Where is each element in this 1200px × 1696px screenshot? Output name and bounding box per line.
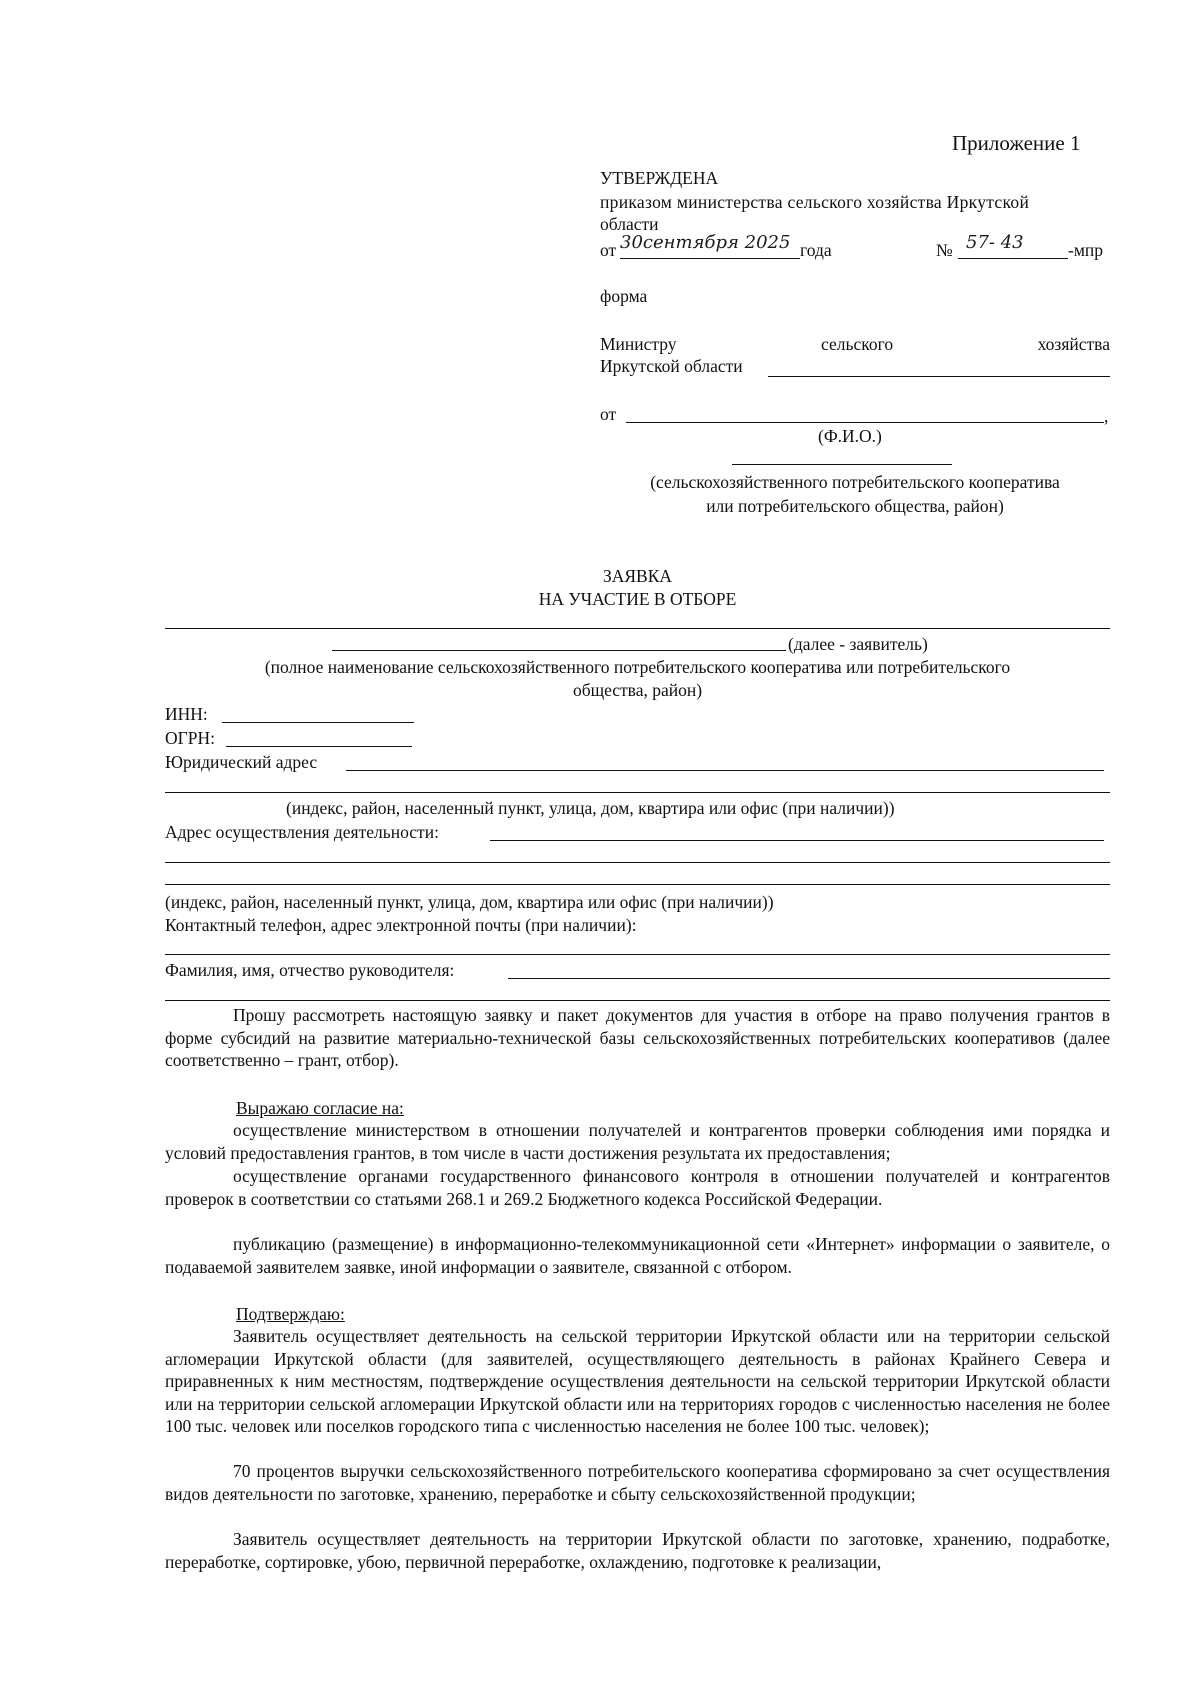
addressee-word-1: Министру (600, 334, 677, 354)
confirm-heading: Подтверждаю: (236, 1304, 345, 1324)
order-line-2: области (600, 214, 659, 234)
date-prefix: от (600, 240, 617, 260)
from-label: от (600, 404, 617, 424)
number-prefix: № (936, 240, 953, 260)
addressee-word-2: сельского (821, 334, 894, 354)
fullname-note-1: (полное наименование сельскохозяйственного потребительского кооператива или потребительского (264, 657, 1011, 677)
confirm-item-3: Заявитель осуществляет деятельность на территории Иркутской области по заготовке, хранению, подработке, переработке, сортировке, убою, первичной переработке, охлаждению, подготовке к реализации, (165, 1529, 1110, 1572)
legal-address-label: Юридический адрес (165, 752, 318, 772)
inn-label: ИНН: (165, 704, 208, 724)
head-name-line-1 (508, 978, 1110, 979)
head-name-label: Фамилия, имя, отчество руководителя: (165, 960, 455, 980)
date-underline (620, 258, 800, 259)
activity-address-line-3 (165, 884, 1110, 885)
number-handwritten: 57- 43 (966, 232, 1024, 253)
from-comma: , (1104, 406, 1109, 426)
number-suffix: -мпр (1068, 240, 1104, 260)
coop-note-2: или потребительского общества, район) (706, 496, 1004, 516)
ogrn-label: ОГРН: (165, 728, 215, 748)
approved-label: УТВЕРЖДЕНА (600, 168, 719, 188)
activity-address-line-2 (165, 862, 1110, 863)
address-note-2: (индекс, район, населенный пункт, улица, дом, квартира или офис (при наличии)) (165, 892, 774, 912)
address-note-1: (индекс, район, населенный пункт, улица, дом, квартира или офис (при наличии)) (286, 798, 895, 818)
fio-note: (Ф.И.О.) (818, 426, 882, 446)
legal-address-line-1 (346, 770, 1104, 771)
order-line-1-text: приказом министерства сельского хозяйства Иркутской (600, 192, 1030, 212)
date-suffix: года (800, 240, 832, 260)
addressee-region: Иркутской области (600, 356, 743, 376)
applicant-name-line-2 (332, 650, 786, 651)
addressee-line-1 (600, 332, 1110, 356)
coop-note-1: (сельскохозяйственного потребительского кооператива (650, 472, 1060, 492)
legal-address-line-2 (165, 792, 1110, 793)
applicant-name-line-1 (165, 628, 1110, 629)
fullname-note-2: общества, район) (572, 680, 703, 700)
confirm-item-1: Заявитель осуществляет деятельность на сельской территории Иркутской области или на территории сельской агломерации Иркутской области (для заявителей, осуществляющего деятельность в районах Крайнего Севера и приравненных к ним местностям, подтверждение осуществления деятельности на сельской территории Иркутской области или на территории сельской агломерации Иркутской области или на территориях городов с численностью населения не более 100 тыс. человек или поселков городского типа с численностью населения не более 100 тыс. человек); (165, 1326, 1110, 1437)
number-underline (958, 258, 1068, 259)
consent-item-3: публикацию (размещение) в информационно-телекоммуникационной сети «Интернет» информации о заявителе, о подаваемой заявителем заявке, иной информации о заявителе, связанной с отбором. (165, 1234, 1110, 1277)
title-line-1: ЗАЯВКА (602, 566, 673, 586)
form-label: форма (600, 286, 648, 306)
head-name-line-2 (165, 1000, 1110, 1001)
addressee-region-line (768, 376, 1110, 377)
order-line-1 (600, 190, 1110, 214)
hereinafter-note: (далее - заявитель) (788, 634, 928, 654)
inn-field-line (222, 722, 414, 723)
ogrn-field-line (226, 746, 412, 747)
date-handwritten: 30сентября 2025 (620, 232, 791, 253)
activity-address-label: Адрес осуществления деятельности: (165, 822, 439, 842)
consent-heading: Выражаю согласие на: (236, 1098, 404, 1118)
request-paragraph: Прошу рассмотреть настоящую заявку и пакет документов для участия в отборе на право получения грантов в форме субсидий на развитие материально-технической базы сельскохозяйственных потребительских кооперативов (далее соответственно – грант, отбор). (165, 1005, 1110, 1071)
coop-line (732, 464, 952, 465)
title-line-2: НА УЧАСТИЕ В ОТБОРЕ (538, 589, 737, 609)
from-line (626, 422, 1104, 423)
activity-address-line-1 (490, 840, 1104, 841)
addressee-word-3: хозяйства (1037, 334, 1110, 354)
appendix-label: Приложение 1 (952, 131, 1081, 155)
consent-item-1: осуществление министерством в отношении получателей и контрагентов проверки соблюдения ими порядка и условий предоставления грантов, в том числе в части достижения результата их предоставления; (165, 1120, 1110, 1163)
confirm-item-2: 70 процентов выручки сельскохозяйственного потребительского кооператива сформировано за счет осуществления видов деятельности по заготовке, хранению, переработке и сбыту сельскохозяйственной продукции; (165, 1461, 1110, 1504)
contact-label: Контактный телефон, адрес электронной почты (при наличии): (165, 915, 637, 935)
consent-item-2: осуществление органами государственного финансового контроля в отношении получателей и контрагентов проверок в соответствии со статьями 268.1 и 269.2 Бюджетного кодекса Российской Федерации. (165, 1166, 1110, 1209)
contact-line (165, 954, 1110, 955)
